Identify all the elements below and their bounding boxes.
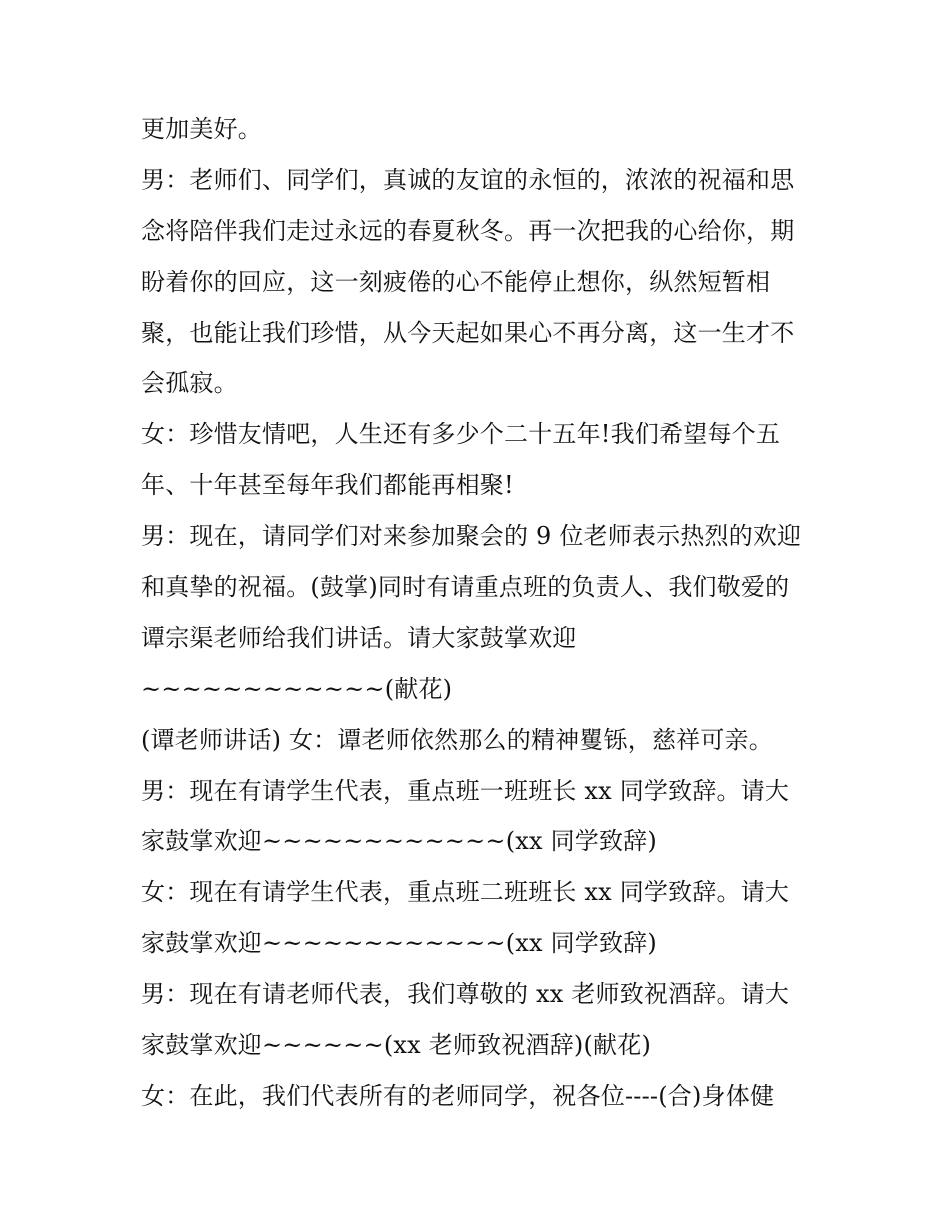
text-line: 念将陪伴我们走过永远的春夏秋冬。再一次把我的心给你，期: [141, 216, 795, 245]
text-line: 盼着你的回应，这一刻疲倦的心不能停止想你，纵然短暂相: [141, 267, 771, 296]
text-line: 和真挚的祝福。(鼓掌)同时有请重点班的负责人、我们敬爱的: [141, 573, 790, 602]
text-line: 会孤寂。: [141, 369, 238, 398]
text-line: 女：在此，我们代表所有的老师同学，祝各位----(合)身体健: [141, 1081, 775, 1110]
text-line: 家鼓掌欢迎~~~~~~(xx 老师致祝酒辞)(献花): [141, 1031, 652, 1060]
text-line: 家鼓掌欢迎~~~~~~~~~~~~(xx 同学致辞): [141, 827, 657, 856]
document-body: [141, 109, 841, 1127]
text-line: 聚，也能让我们珍惜，从今天起如果心不再分离，这一生才不: [141, 318, 795, 347]
text-line: 男：现在，请同学们对来参加聚会的 9 位老师表示热烈的欢迎: [141, 522, 802, 551]
text-line: 男：现在有请老师代表，我们尊敬的 xx 老师致祝酒辞。请大: [141, 980, 790, 1009]
text-line: 更加美好。: [141, 115, 262, 143]
text-line: 家鼓掌欢迎~~~~~~~~~~~~(xx 同学致辞): [141, 929, 657, 958]
text-line: 男：现在有请学生代表，重点班一班班长 xx 同学致辞。请大: [141, 776, 790, 805]
text-line: 女：珍惜友情吧，人生还有多少个二十五年!我们希望每个五: [141, 420, 781, 449]
text-line: 女：现在有请学生代表，重点班二班班长 xx 同学致辞。请大: [141, 878, 790, 907]
text-line: (谭老师讲话) 女：谭老师依然那么的精神矍铄，慈祥可亲。: [141, 725, 773, 754]
text-line: 谭宗渠老师给我们讲话。请大家鼓掌欢迎: [141, 623, 577, 652]
text-line: 年、十年甚至每年我们都能再相聚!: [141, 471, 514, 500]
text-line: 男：老师们、同学们，真诚的友谊的永恒的，浓浓的祝福和思: [141, 165, 795, 194]
text-line: ~~~~~~~~~~~~(献花): [141, 674, 453, 703]
